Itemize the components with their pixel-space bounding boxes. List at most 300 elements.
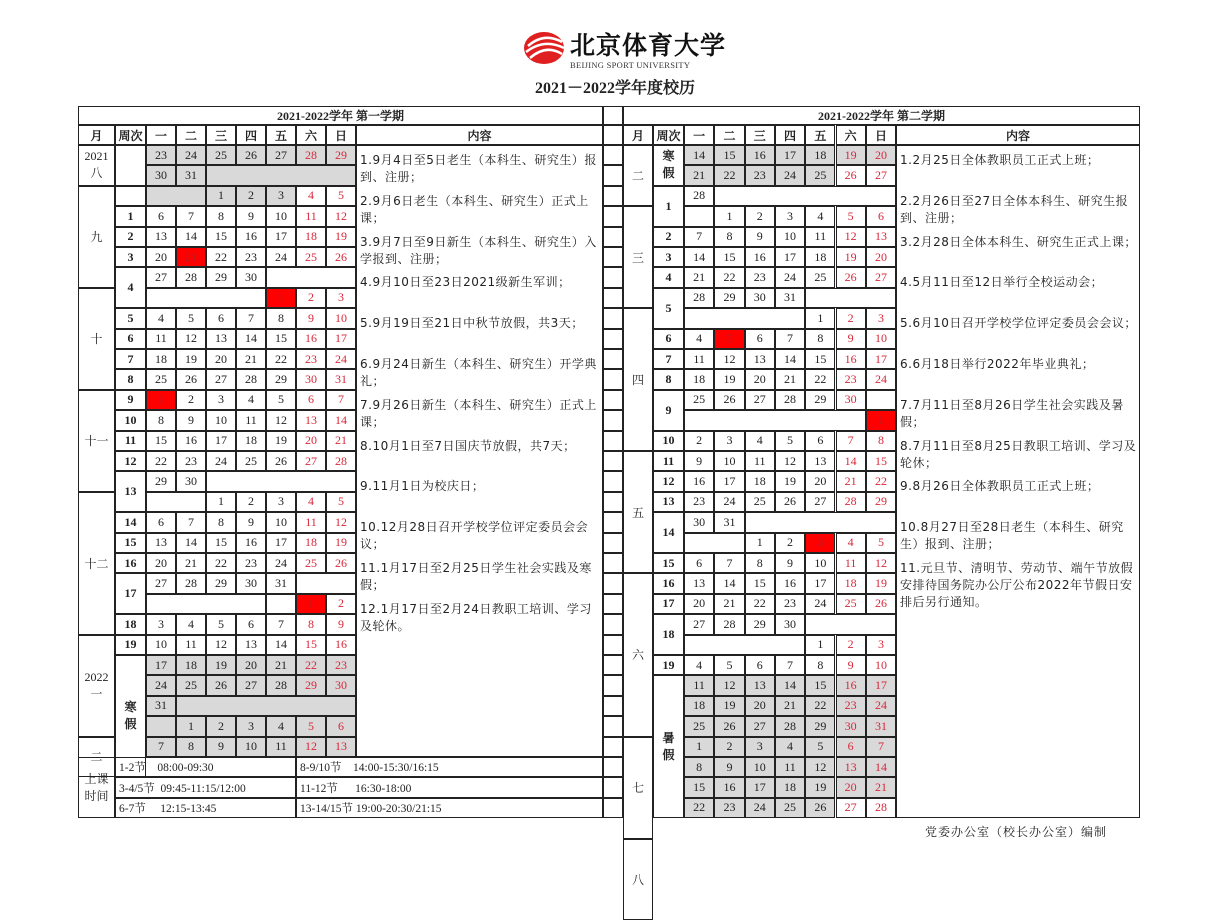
calendar-day: 6 [866, 206, 896, 226]
calendar-blank [684, 308, 805, 328]
calendar-day: 11 [775, 757, 805, 777]
gap-cell [603, 165, 623, 185]
calendar-day: 12 [836, 227, 866, 247]
month-label: 2022 一 [78, 635, 115, 737]
calendar-day: 24 [866, 369, 896, 389]
week-number: 8 [115, 369, 146, 389]
calendar-day: 16 [236, 227, 266, 247]
month-label: 九 [78, 186, 115, 288]
calendar-day: 12 [176, 329, 206, 349]
calendar-day: 29 [146, 471, 176, 491]
calendar-day: 24 [176, 145, 206, 165]
month-label: 六 [623, 573, 653, 736]
month-label: 二 [78, 737, 115, 778]
calendar-day: 20 [866, 145, 896, 165]
calendar-day: 27 [745, 390, 775, 410]
calendar-day: 17 [266, 227, 296, 247]
calendar-day: 14 [266, 635, 296, 655]
content-note-item: 7.7月11日至8月26日学生社会实践及暑假； [900, 397, 1124, 429]
calendar-day: 26 [176, 369, 206, 389]
gap-cell [603, 329, 623, 349]
calendar-day: 25 [836, 594, 866, 614]
calendar-day: 4 [266, 716, 296, 736]
gap-cell [603, 247, 623, 267]
calendar-day: 19 [775, 471, 805, 491]
gap-cell [603, 777, 623, 797]
content-notes [356, 145, 603, 757]
calendar-day: 1 [805, 308, 835, 328]
calendar-day: 20 [805, 471, 835, 491]
calendar-day: 12 [326, 206, 356, 226]
calendar-day: 9 [326, 614, 356, 634]
calendar-day: 6 [206, 308, 236, 328]
calendar-day: 5 [266, 390, 296, 410]
calendar-day: 11 [684, 349, 714, 369]
calendar-day: 7 [866, 737, 896, 757]
calendar-day: 13 [326, 737, 356, 757]
calendar-day: 10 [266, 512, 296, 532]
semester-title: 2021-2022学年 第一学期 [78, 106, 603, 125]
calendar-day: 1 [176, 716, 206, 736]
calendar-day: 13 [684, 573, 714, 593]
week-number: 13 [115, 471, 146, 512]
content-note-item: 5.9月19日至21日中秋节放假，共3天； [360, 316, 584, 331]
week-number: 5 [115, 308, 146, 328]
calendar-day: 22 [714, 165, 744, 185]
gap-cell [603, 492, 623, 512]
calendar-day: 9 [176, 410, 206, 430]
calendar-day: 20 [745, 696, 775, 716]
calendar-day: 14 [176, 533, 206, 553]
calendar-day: 24 [714, 492, 744, 512]
calendar-day: 8 [146, 410, 176, 430]
gap-cell [603, 696, 623, 716]
calendar-day: 23 [775, 594, 805, 614]
calendar-day: 17 [206, 431, 236, 451]
calendar-blank [866, 390, 896, 410]
calendar-day: 28 [775, 716, 805, 736]
calendar-day: 21 [775, 369, 805, 389]
calendar-blank [146, 594, 266, 614]
gap-cell [603, 410, 623, 430]
calendar-day: 26 [866, 594, 896, 614]
calendar-day: 2 [296, 288, 326, 308]
col-header-day: 二 [714, 125, 744, 145]
calendar-day: 26 [326, 247, 356, 267]
calendar-day: 3 [266, 492, 296, 512]
calendar-day: 27 [745, 716, 775, 736]
calendar-day: 7 [326, 390, 356, 410]
calendar-day: 7 [775, 329, 805, 349]
calendar-day: 26 [326, 553, 356, 573]
calendar-day: 25 [684, 716, 714, 736]
calendar-day: 3 [206, 390, 236, 410]
content-note-item: 2.2月26日至27日全体本科生、研究生报到、注册； [900, 193, 1129, 225]
calendar-day: 19 [714, 369, 744, 389]
calendar-day: 21 [236, 349, 266, 369]
week-number: 11 [115, 431, 146, 451]
gap-cell [603, 716, 623, 736]
calendar-day: 5 [296, 716, 326, 736]
calendar-day: 22 [684, 798, 714, 818]
calendar-day: 31 [866, 716, 896, 736]
calendar-day: 26 [714, 716, 744, 736]
calendar-day: 22 [296, 655, 326, 675]
gap-cell [603, 573, 623, 593]
calendar-day: 8 [206, 206, 236, 226]
calendar-day: 26 [266, 451, 296, 471]
calendar-day: 25 [206, 145, 236, 165]
calendar-day: 28 [836, 492, 866, 512]
calendar-day: 5 [714, 655, 744, 675]
calendar-day: 18 [745, 471, 775, 491]
calendar-day: 20 [146, 247, 176, 267]
calendar-day: 27 [146, 573, 176, 593]
calendar-day: 11 [266, 737, 296, 757]
calendar-day: 15 [206, 227, 236, 247]
calendar-day: 29 [296, 675, 326, 695]
calendar-blank [684, 533, 745, 553]
calendar-day: 11 [296, 206, 326, 226]
calendar-day: 25 [296, 247, 326, 267]
calendar-day: 7 [266, 614, 296, 634]
calendar-day: 12 [714, 675, 744, 695]
week-number: 7 [653, 349, 684, 369]
calendar-day: 19 [176, 349, 206, 369]
month-label: 七 [623, 737, 653, 839]
gap-cell [603, 145, 623, 165]
calendar-day: 15 [805, 349, 835, 369]
week-number: 6 [115, 329, 146, 349]
calendar-day: 8 [296, 614, 326, 634]
calendar-day: 28 [176, 267, 206, 287]
calendar-day: 5 [176, 308, 206, 328]
semester-title: 2021-2022学年 第二学期 [623, 106, 1140, 125]
calendar-day: 6 [296, 390, 326, 410]
month-label: 十 [78, 288, 115, 390]
calendar-day: 10 [866, 329, 896, 349]
calendar-day: 15 [684, 777, 714, 797]
col-header-day: 四 [775, 125, 805, 145]
calendar-day: 14 [326, 410, 356, 430]
calendar-day: 19 [836, 247, 866, 267]
class-time-label: 上课 时间 [78, 757, 115, 818]
calendar-day: 5 [775, 431, 805, 451]
calendar-day: 23 [836, 369, 866, 389]
week-number: 2 [115, 227, 146, 247]
calendar-day: 8 [684, 757, 714, 777]
calendar-day: 7 [176, 206, 206, 226]
calendar-blank [266, 267, 356, 287]
gap-cell [603, 655, 623, 675]
month-label: 三 [623, 206, 653, 308]
calendar-day: 23 [176, 451, 206, 471]
calendar-day: 8 [745, 553, 775, 573]
week-number: 10 [115, 410, 146, 430]
gap-cell [603, 512, 623, 532]
footer-credit: 党委办公室（校长办公室）编制 [925, 825, 1108, 839]
calendar-day: 8 [805, 655, 835, 675]
calendar-day: 9 [745, 227, 775, 247]
calendar-day: 13 [146, 227, 176, 247]
calendar-day: 9 [836, 329, 866, 349]
calendar-day: 7 [146, 737, 176, 757]
col-header-week: 周次 [653, 125, 684, 145]
calendar-day: 15 [805, 675, 835, 695]
calendar-blank [206, 471, 356, 491]
calendar-day: 20 [206, 349, 236, 369]
col-header-month: 月 [623, 125, 653, 145]
calendar-day: 29 [206, 267, 236, 287]
calendar-day: 26 [775, 492, 805, 512]
content-note-item: 11.1月17日至2月25日学生社会实践及寒假； [360, 560, 592, 592]
calendar-day: 28 [714, 614, 744, 634]
calendar-day: 7 [836, 431, 866, 451]
calendar-day: 13 [146, 533, 176, 553]
week-number: 1 [115, 206, 146, 226]
calendar-day: 4 [745, 431, 775, 451]
week-number: 7 [115, 349, 146, 369]
content-note-item: 1.2月25日全体教职员工正式上班； [900, 153, 1100, 167]
calendar-day: 24 [866, 696, 896, 716]
calendar-day: 3 [745, 737, 775, 757]
class-time-slot: 8-9/10节 14:00-15:30/16:15 [296, 757, 603, 777]
week-number: 4 [653, 267, 684, 287]
calendar-day: 6 [836, 737, 866, 757]
week-number: 暑 假 [653, 675, 684, 818]
col-header-month: 月 [78, 125, 115, 145]
content-note-item: 4.9月10日至23日2021级新生军训； [360, 275, 571, 290]
calendar-day: 11 [236, 410, 266, 430]
calendar-day: 25 [146, 369, 176, 389]
calendar-day: 17 [714, 471, 744, 491]
month-label: 十二 [78, 492, 115, 635]
calendar-day: 3 [714, 431, 744, 451]
calendar-day: 2 [836, 308, 866, 328]
calendar-day: 10 [775, 227, 805, 247]
calendar-day: 30 [836, 716, 866, 736]
calendar-day: 27 [866, 165, 896, 185]
week-number: 18 [115, 614, 146, 634]
calendar-day: 4 [684, 655, 714, 675]
gap-cell [603, 675, 623, 695]
calendar-blank [146, 492, 206, 512]
calendar-day: 7 [684, 227, 714, 247]
calendar-day: 27 [236, 675, 266, 695]
calendar-day: 4 [775, 737, 805, 757]
calendar-day: 1 [296, 594, 326, 614]
calendar-day: 22 [206, 247, 236, 267]
gap-cell [603, 390, 623, 410]
calendar-day: 10 [236, 737, 266, 757]
calendar-day: 1 [266, 288, 296, 308]
calendar-day: 17 [775, 145, 805, 165]
col-header-day: 日 [326, 125, 356, 145]
calendar-day: 14 [866, 757, 896, 777]
calendar-day: 29 [326, 145, 356, 165]
calendar-day: 11 [836, 553, 866, 573]
calendar-day: 16 [745, 247, 775, 267]
month-label: 四 [623, 308, 653, 451]
calendar-day: 10 [866, 655, 896, 675]
calendar-day: 13 [745, 675, 775, 695]
calendar-day: 23 [236, 553, 266, 573]
calendar-day: 14 [236, 329, 266, 349]
calendar-day: 11 [296, 512, 326, 532]
class-time-slot: 1-2节 08:00-09:30 [115, 757, 296, 777]
calendar-day: 30 [146, 165, 176, 185]
calendar-day: 11 [146, 329, 176, 349]
calendar-day: 5 [805, 737, 835, 757]
calendar-day: 31 [775, 288, 805, 308]
calendar-blank [745, 512, 897, 532]
calendar-day: 12 [326, 512, 356, 532]
calendar-day: 8 [206, 512, 236, 532]
calendar-day: 18 [176, 655, 206, 675]
calendar-day: 16 [745, 145, 775, 165]
calendar-day: 25 [684, 390, 714, 410]
week-number [115, 145, 146, 186]
calendar-day: 25 [805, 165, 835, 185]
calendar-day: 16 [775, 573, 805, 593]
week-number: 17 [653, 594, 684, 614]
gap-cell [603, 431, 623, 451]
calendar-day: 10 [206, 410, 236, 430]
calendar-day: 9 [206, 737, 236, 757]
calendar-day: 11 [745, 451, 775, 471]
calendar-day: 5 [714, 329, 744, 349]
calendar-day: 26 [206, 675, 236, 695]
calendar-day: 15 [714, 145, 744, 165]
calendar-day: 12 [266, 410, 296, 430]
calendar-day: 28 [866, 798, 896, 818]
calendar-day: 3 [326, 288, 356, 308]
calendar-day: 16 [714, 777, 744, 797]
calendar-day: 27 [805, 492, 835, 512]
calendar-blank [266, 594, 296, 614]
calendar-day: 22 [146, 451, 176, 471]
calendar-day: 10 [266, 206, 296, 226]
calendar-day: 12 [714, 349, 744, 369]
week-number: 16 [653, 573, 684, 593]
col-header-day: 一 [684, 125, 714, 145]
content-note-item: 1.9月4日至5日老生（本科生、研究生）报到、注册； [360, 153, 597, 184]
calendar-day: 9 [236, 206, 266, 226]
calendar-day: 23 [296, 349, 326, 369]
calendar-day: 18 [775, 777, 805, 797]
calendar-day: 20 [146, 553, 176, 573]
calendar-day: 8 [866, 431, 896, 451]
calendar-day: 17 [866, 349, 896, 369]
calendar-day: 4 [176, 614, 206, 634]
calendar-day: 20 [296, 431, 326, 451]
calendar-day: 1 [206, 492, 236, 512]
gap-cell [603, 737, 623, 757]
calendar-day: 27 [266, 145, 296, 165]
gap-cell [603, 533, 623, 553]
calendar-day: 3 [866, 308, 896, 328]
calendar-day: 15 [206, 533, 236, 553]
calendar-day: 17 [866, 675, 896, 695]
calendar-day: 29 [805, 716, 835, 736]
calendar-day: 20 [745, 369, 775, 389]
calendar-day: 21 [775, 696, 805, 716]
gap-cell [603, 206, 623, 226]
col-header-content: 内容 [356, 125, 603, 145]
calendar-blank [296, 573, 356, 593]
gap-cell [603, 125, 623, 145]
calendar-day: 1 [745, 533, 775, 553]
calendar-day: 1 [146, 390, 176, 410]
calendar-day: 4 [236, 390, 266, 410]
calendar-day: 2 [206, 716, 236, 736]
calendar-day: 13 [866, 227, 896, 247]
month-label: 十一 [78, 390, 115, 492]
col-header-day: 六 [296, 125, 326, 145]
calendar-day: 27 [684, 614, 714, 634]
class-time-slot: 6-7节 12:15-13:45 [115, 798, 296, 818]
calendar-day: 2 [836, 635, 866, 655]
content-note-item: 2.9月6日老生（本科生、研究生）正式上课； [360, 193, 589, 225]
week-number: 19 [653, 655, 684, 675]
calendar-day: 22 [206, 553, 236, 573]
calendar-day: 6 [236, 614, 266, 634]
calendar-blank [146, 288, 266, 308]
calendar-day: 1 [684, 737, 714, 757]
calendar-day: 22 [805, 696, 835, 716]
calendar-day: 4 [146, 308, 176, 328]
calendar-day: 29 [266, 369, 296, 389]
calendar-day: 16 [326, 635, 356, 655]
week-number: 14 [653, 512, 684, 553]
calendar-day: 6 [745, 655, 775, 675]
content-note-item: 3.9月7日至9日新生（本科生、研究生）入学报到、注册； [360, 234, 597, 266]
calendar-day: 2 [775, 533, 805, 553]
calendar-blank [714, 186, 896, 206]
calendar-day: 25 [805, 267, 835, 287]
calendar-day: 13 [296, 410, 326, 430]
calendar-day: 18 [836, 573, 866, 593]
month-label: 二 [623, 145, 653, 206]
calendar-day: 24 [326, 349, 356, 369]
calendar-day: 18 [236, 431, 266, 451]
calendar-day: 24 [206, 451, 236, 471]
calendar-day: 27 [866, 267, 896, 287]
week-number: 14 [115, 512, 146, 532]
calendar-day: 12 [866, 553, 896, 573]
calendar-day: 13 [745, 349, 775, 369]
calendar-day: 28 [684, 186, 714, 206]
content-note-item: 5.6月10日召开学校学位评定委员会会议； [900, 316, 1137, 331]
calendar-day: 21 [714, 594, 744, 614]
gap-cell [603, 757, 623, 777]
calendar-day: 16 [176, 431, 206, 451]
calendar-day: 23 [745, 267, 775, 287]
week-number: 3 [115, 247, 146, 267]
calendar-day: 22 [745, 594, 775, 614]
content-note-item: 3.2月28日全体本科生、研究生正式上课； [900, 234, 1137, 249]
week-number: 3 [653, 247, 684, 267]
gap-cell [603, 106, 623, 125]
calendar-day: 23 [236, 247, 266, 267]
col-header-day: 一 [146, 125, 176, 145]
calendar-day: 8 [176, 737, 206, 757]
calendar-day: 21 [176, 553, 206, 573]
calendar-day: 21 [836, 471, 866, 491]
calendar-day: 2 [236, 186, 266, 206]
calendar-day: 16 [684, 471, 714, 491]
calendar-day: 8 [714, 227, 744, 247]
